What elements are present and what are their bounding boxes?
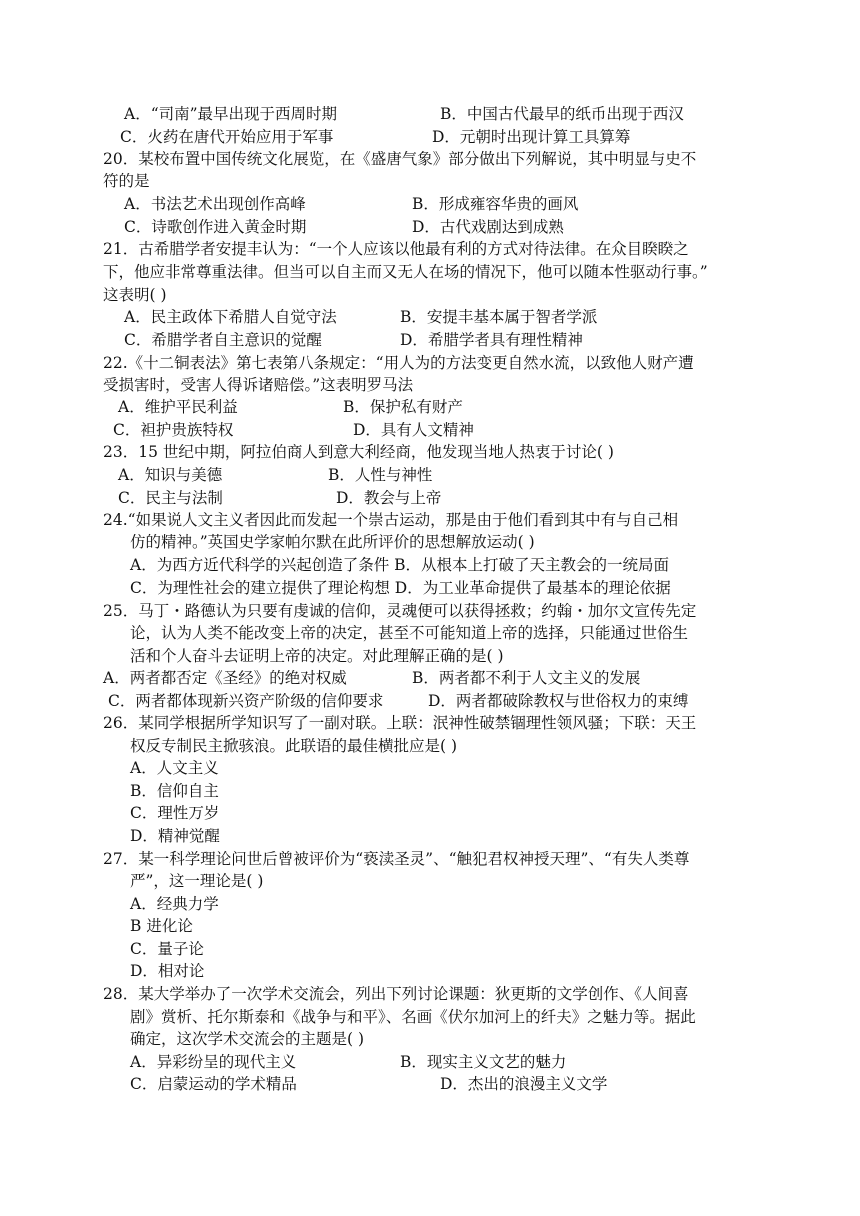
- q26-stem-line1: 26．某同学根据所学知识写了一副对联。上联：泯神性破禁锢理性领风骚；下联：天王: [103, 714, 697, 732]
- q24-stem-line2: 仿的精神。”英国史学家帕尔默在此所评价的思想解放运动( ): [130, 533, 535, 551]
- q27-option-c: C．量子论: [130, 940, 204, 958]
- q28-stem-line3: 确定，这次学术交流会的主题是( ): [130, 1030, 365, 1048]
- q28-option-b: B．现实主义文艺的魅力: [400, 1053, 567, 1071]
- q23-option-c: C．民主与法制: [118, 489, 223, 507]
- q25-option-b: B．两者都不利于人文主义的发展: [412, 669, 641, 687]
- q20-option-b: B．形成雍容华贵的画风: [412, 195, 579, 213]
- q23-option-d: D．教会与上帝: [336, 489, 442, 507]
- q20-option-c: C．诗歌创作进入黄金时期: [124, 218, 307, 236]
- q21-option-b: B．安提丰基本属于智者学派: [400, 308, 598, 326]
- q19-option-d: D．元朝时出现计算工具算筹: [432, 128, 631, 146]
- q28-option-c: C．启蒙运动的学术精品: [130, 1075, 297, 1093]
- q25-stem-line1: 25．马丁・路德认为只要有虔诚的信仰，灵魂便可以获得拯救；约翰・加尔文宣传先定: [103, 602, 697, 620]
- q27-stem-line2: 严”，这一理论是( ): [130, 872, 264, 890]
- q22-option-b: B．保护私有财产: [343, 398, 463, 416]
- q22-option-a: A．维护平民利益: [118, 398, 238, 416]
- q23-option-a: A．知识与美德: [118, 466, 223, 484]
- q21-option-c: C．希腊学者自主意识的觉醒: [124, 331, 322, 349]
- q27-stem-line1: 27．某一科学理论问世后曾被评价为“亵渎圣灵”、“触犯君权神授天理”、“有失人类尊: [103, 850, 690, 868]
- q26-stem-line2: 权反专制民主掀骇浪。此联语的最佳横批应是( ): [130, 737, 458, 755]
- q25-option-a: A．两者都否定《圣经》的绝对权威: [103, 669, 347, 687]
- q21-stem-line2: 下，他应非常尊重法律。但当可以自主而又无人在场的情况下，他可以随本性驱动行事。”: [103, 263, 708, 281]
- q25-stem-line3: 活和个人奋斗去证明上帝的决定。对此理解正确的是( ): [130, 647, 504, 665]
- q26-option-a: A．人文主义: [130, 759, 219, 777]
- q22-option-c: C．袒护贵族特权: [113, 421, 234, 439]
- q19-option-a: A．“司南”最早出现于西周时期: [124, 105, 338, 123]
- q20-option-d: D．古代戏剧达到成熟: [412, 218, 564, 236]
- q27-option-d: D．相对论: [130, 962, 205, 980]
- q22-stem-line1: 22.《十二铜表法》第七表第八条规定：“用人为的方法变更自然水流，以致他人财产遭: [103, 354, 694, 372]
- q21-stem-line3: 这表明( ): [103, 286, 167, 304]
- q19-option-c: C．火药在唐代开始应用于军事: [120, 128, 334, 146]
- q20-stem-line2: 符的是: [103, 172, 150, 190]
- q26-option-c: C．理性万岁: [130, 804, 220, 822]
- q27-option-a: A．经典力学: [130, 895, 219, 913]
- q21-stem-line1: 21．古希腊学者安提丰认为：“一个人应该以他最有利的方式对待法律。在众目睽睽之: [103, 240, 689, 258]
- q22-stem-line2: 受损害时，受害人得诉诸赔偿。”这表明罗马法: [103, 376, 414, 394]
- q24-options-ab: A．为西方近代科学的兴起创造了条件 B．从根本上打破了天主教会的一统局面: [130, 556, 670, 574]
- q26-option-d: D．精神觉醒: [130, 827, 220, 845]
- q28-option-d: D．杰出的浪漫主义文学: [440, 1075, 608, 1093]
- q20-stem-line1: 20．某校布置中国传统文化展览，在《盛唐气象》部分做出下列解说，其中明显与史不: [103, 150, 697, 168]
- q25-option-d: D．两者都破除教权与世俗权力的束缚: [428, 692, 689, 710]
- q20-option-a: A．书法艺术出现创作高峰: [124, 195, 306, 213]
- q22-option-d: D．具有人文精神: [353, 421, 474, 439]
- q25-option-c: C．两者都体现新兴资产阶级的信仰要求: [108, 692, 384, 710]
- q23-option-b: B．人性与神性: [328, 466, 433, 484]
- q27-option-b: B 进化论: [130, 917, 193, 935]
- q24-options-cd: C．为理性社会的建立提供了理论构想 D．为工业革命提供了最基本的理论依据: [130, 579, 671, 597]
- q21-option-d: D．希腊学者具有理性精神: [400, 331, 583, 349]
- q23-stem-line1: 23．15 世纪中期，阿拉伯商人到意大利经商，他发现当地人热衷于讨论( ): [103, 443, 614, 461]
- q19-option-b: B．中国古代最早的纸币出现于西汉: [440, 105, 684, 123]
- q28-stem-line2: 剧》赏析、托尔斯泰和《战争与和平》、名画《伏尔加河上的纤夫》之魅力等。据此: [130, 1008, 696, 1026]
- q24-stem-line1: 24.“如果说人文主义者因此而发起一个崇古运动，那是由于他们看到其中有与自己相: [103, 511, 679, 529]
- q28-option-a: A．异彩纷呈的现代主义: [130, 1053, 297, 1071]
- q21-option-a: A．民主政体下希腊人自觉守法: [124, 308, 337, 326]
- q28-stem-line1: 28．某大学举办了一次学术交流会，列出下列讨论课题：狄更斯的文学创作、《人间喜: [103, 985, 689, 1003]
- q26-option-b: B．信仰自主: [130, 782, 219, 800]
- q25-stem-line2: 论，认为人类不能改变上帝的决定，甚至不可能知道上帝的选择，只能通过世俗生: [130, 624, 689, 642]
